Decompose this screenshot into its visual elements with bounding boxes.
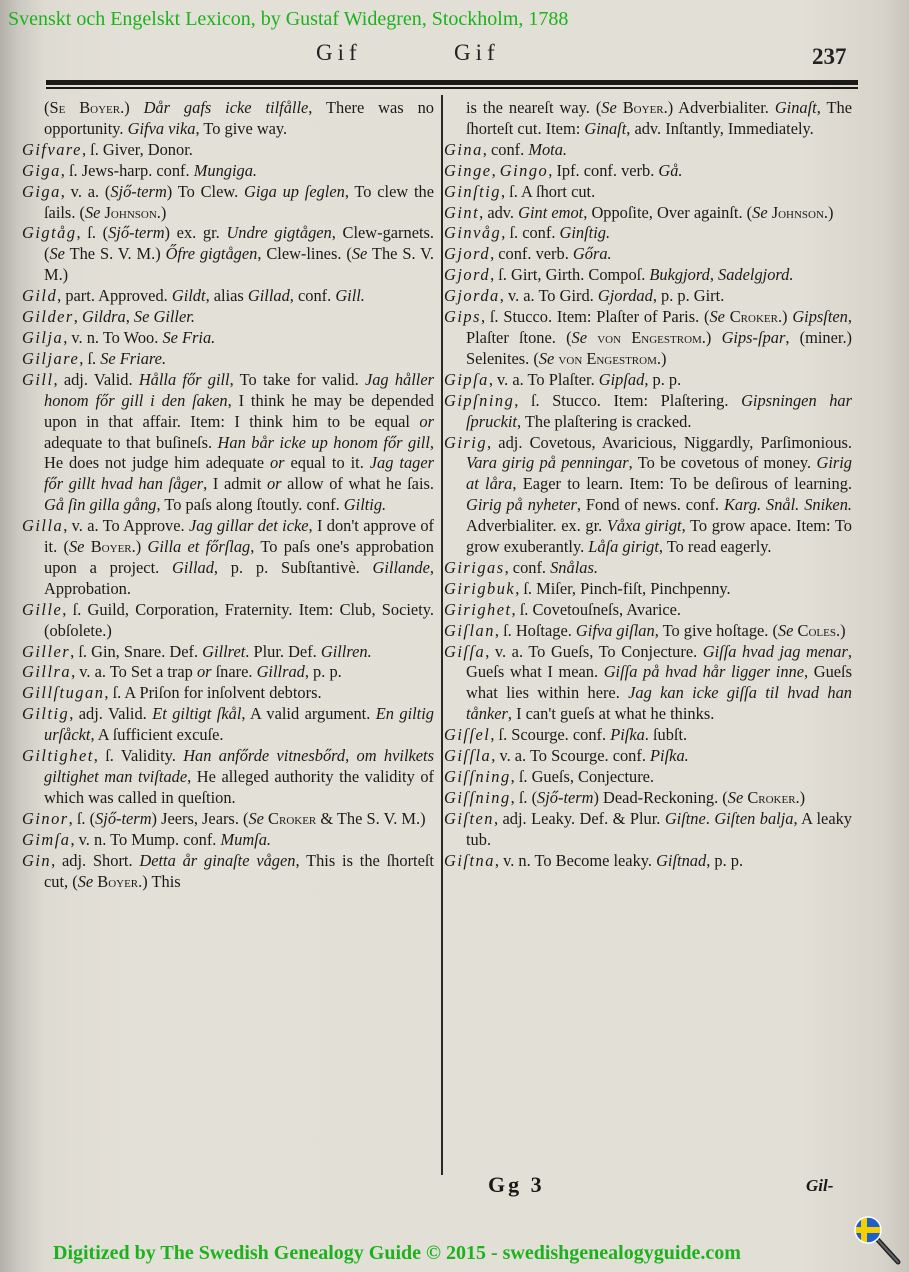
definition-text: , A leaky tub. [466,808,852,849]
dictionary-entry [444,140,852,161]
definition-text: , Clew-garnets. ( [44,223,435,264]
swedish-phrase: Gillande [372,557,430,577]
definition-text: , To give way. [195,118,288,138]
definition-text: , I think he may be depended upon in that affair. Item: I think him to be equal [44,390,434,431]
definition-text: , I don't approve of it. ( [44,516,435,557]
definition-text: , adv. Inſtantly, Immediately. [626,118,814,138]
column-divider [441,95,443,1175]
definition-text: , To read eagerly. [658,537,772,557]
swedish-phrase: Detta år ginaſte vågen [139,850,296,870]
dictionary-entry [444,244,852,265]
headword: Giſlan [444,620,495,640]
definition-text: ſnare. [211,662,257,682]
swedish-phrase: Han anfőrde vitnesbőrd, om hvilkets giltighet man tviſtade [44,746,434,786]
dictionary-entry [22,182,434,224]
dictionary-entry [22,704,434,746]
definition-text: The S. V. M.) [64,244,166,264]
dictionary-entry [444,203,852,224]
swedish-phrase: Et giltigt ſkål [152,704,242,724]
headword: Giſſning [444,767,511,786]
swedish-phrase: Ginaſt [774,98,817,117]
swedish-phrase: or [419,411,434,431]
running-head-right: Gif [454,40,500,65]
swedish-phrase: Se [752,202,768,222]
headword: Gjord [444,244,491,264]
definition-text: , Gueſs what lies within here. [466,662,852,703]
definition-text: , v. a. To Gird. [499,286,598,306]
headword: Gille [22,599,63,619]
swedish-phrase: Se Fria. [162,327,216,347]
swedish-phrase: Gint emot [518,202,584,222]
definition-text: , ſ. ( [510,787,538,807]
headword: Gjord [444,265,491,285]
definition-text: , v. a. To Plaſter. [488,369,599,389]
definition-text [711,328,721,347]
dictionary-entry [22,683,434,704]
definition-text: , ſ. Validity. [93,746,184,766]
swedish-phrase: Jag kan icke giſſa til hvad han tånker [466,683,852,724]
swedish-phrase: Mota. [528,139,568,159]
definition-text: Adverbialiter. ex. gr. [466,516,607,536]
definition-text: , Gueſs what I mean. [466,641,852,682]
definition-text: adequate to that buſineſs. [44,432,218,452]
definition-text: , conf. verb. [490,244,573,264]
swedish-phrase: Vara girig på penningar [466,453,629,473]
dictionary-entry [22,809,434,830]
headword: Gjorda [444,286,500,306]
swedish-phrase: Se Giller. [133,307,195,327]
definition-text: , p. p. [644,369,682,389]
headword: Ginor [22,808,69,828]
dictionary-entry [444,182,852,203]
swedish-phrase: Se [538,348,555,368]
swedish-phrase: Se [77,871,94,891]
headword: Gifvare [22,139,82,159]
definition-text: , He alleged authority the validity of which was called in queſtion. [44,767,434,807]
definition-text: , p. p. [706,850,744,870]
definition-text: , A valid argument. [241,704,376,724]
source-citation: Croker.) [743,787,806,807]
headword: Gill [22,369,54,389]
definition-text: The S. V. M.) [44,244,434,285]
swedish-phrase: Piſka. [650,746,689,766]
definition-text: , [491,160,500,180]
source-citation: Johnson.) [767,202,834,222]
definition-text: , conf. [482,139,529,159]
dictionary-entry [444,370,852,391]
right-column [444,98,852,872]
definition-text: , adj. Valid. [69,704,153,724]
definition-text: , ſ. [79,348,101,368]
swedish-phrase: Gjordad [597,286,653,306]
definition-text: , conf. [504,557,551,577]
definition-text: , Approbation. [44,557,434,598]
definition-text: , ſ. Gueſs, Conjecture. [510,767,655,786]
swedish-phrase: Giſtnad [656,850,707,870]
definition-text: ) To Clew. [166,181,245,201]
swedish-phrase: Våxa girigt [606,516,682,536]
continued-entry [22,98,434,140]
swedish-phrase: Gifva giſlan [575,620,655,640]
definition-text: , adj. Covetous, Avaricious, Niggardly, Parſimonious. [487,432,852,452]
dictionary-entry [22,642,434,663]
definition-text: , The plaſtering is cracked. [516,411,692,431]
definition-text: , p. p. [304,662,342,682]
swedish-phrase: Girig at låra [466,453,853,494]
headword: Giſſel [444,725,491,745]
swedish-phrase: Se [351,244,368,264]
swedish-phrase: Karg. Snål. Sniken. [723,495,852,515]
definition-text: ) ex. gr. [164,223,227,243]
headword: Gilja [22,327,64,347]
definition-text: , Oppoſite, Over againſt. ( [583,202,753,222]
swedish-phrase: Girig på nyheter [466,495,577,515]
definition-text: , v. n. To Mump. conf. [70,829,221,849]
swedish-phrase: Gipsningen har ſpruckit [466,390,852,431]
swedish-phrase: Sjő-term [95,808,152,828]
source-citation: Boyer.) [616,98,674,117]
source-citation: Croker [263,808,317,828]
headword: Ginge [444,160,492,180]
definition-text: , ſ. Girt, Girth. Compoſ. [490,265,650,285]
definition-text: , ſ. Jews-harp. conf. [60,160,194,180]
swedish-phrase: Se [49,244,65,264]
swedish-phrase: Gillad [247,286,290,306]
swedish-phrase: Gipſad [598,369,645,389]
definition-text: , v. a. To Scourge. conf. [491,746,651,766]
definition-text: , ſ. Giver, Donor. [81,139,193,159]
swedish-phrase: Gillad [172,557,214,577]
definition-text: , ſ. A Priſon for inſolvent debtors. [104,683,322,703]
definition-text: , Plaſter ſtone. ( [466,307,852,347]
dictionary-entry [22,140,434,161]
swedish-phrase: Dår gafs icke tilfålle [143,98,309,117]
definition-text: , v. a. ( [60,181,111,201]
swedish-phrase: Giſtne [664,808,706,828]
swedish-phrase: Giga up ſeglen [244,181,345,201]
running-head-left: Gif [316,40,362,65]
source-citation: von Engestrom.) [587,327,712,347]
dictionary-entry [22,223,434,286]
headword: Gimſa [22,829,71,849]
headword: Gipſa [444,369,489,389]
dictionary-entry [444,746,852,767]
definition-text: , v. a. To Approve. [63,516,189,536]
headword: Gild [22,286,58,306]
definition-text: , To paſs along ſtoutly. conf. [156,495,344,515]
headword: Gingo [499,160,549,180]
definition-text: , ſ. Hoſtage. [494,620,576,640]
dictionary-entry [22,830,434,851]
source-citation: (Se Boyer.) [44,98,130,117]
swedish-phrase: Sjő-term [537,787,594,807]
headword: Gina [444,139,483,159]
dictionary-entry [444,433,852,558]
dictionary-entry [22,851,434,893]
swedish-phrase: Se [84,202,101,222]
swedish-phrase: or [266,474,282,494]
page-number: 237 [812,44,847,69]
definition-text: . [705,808,715,828]
definition-text: , ſ. Covetouſneſs, Avarice. [511,599,682,619]
definition-text [130,98,144,117]
headword: Girighet [444,599,512,619]
definition-text: , conf. [289,286,336,306]
swedish-phrase: Gildt [171,286,206,306]
dictionary-entry [444,600,852,621]
swedish-phrase: Jag gillar det icke [188,516,309,536]
swedish-phrase: Gilla et főrſlag [147,537,251,557]
definition-text: , (miner.) Selenites. ( [466,327,852,368]
swedish-phrase: Giſſa på hvad hår ligger inne [603,662,805,682]
dictionary-entry [444,558,852,579]
definition-text: , To take for valid. [229,369,365,389]
headword: Gint [444,202,480,222]
definition-text: , The ſhorteſt cut. Item: [466,98,852,138]
dictionary-entry [444,265,852,286]
definition-text: This [147,871,181,891]
dictionary-entry [444,307,852,370]
swedish-phrase: Piſka [610,725,645,745]
definition-text: , He does not judge him adequate [44,432,434,473]
dictionary-entry [22,328,434,349]
swedish-phrase: Sadelgjord. [718,265,794,285]
headword: Girigbuk [444,578,516,598]
headword: Giljare [22,348,80,368]
swedish-phrase: Gillrad [256,662,305,682]
swedish-phrase: Mumſa. [220,829,272,849]
headword: Gips [444,307,481,327]
swedish-phrase: Jag tager főr gillt hvad han ſåger [44,453,434,494]
dictionary-entry [444,286,852,307]
footer-credit: Digitized by The Swedish Genealogy Guide © 2015 - swedishgenealogyguide.com [53,1242,741,1264]
swedish-phrase: Se [571,327,588,347]
definition-text: Adverbialiter. [673,98,775,117]
source-citation: Croker.) [724,307,788,327]
definition-text: , v. a. To Set a trap [71,662,197,682]
definition-text: , ſ. Miſer, Pinch-fiſt, Pinchpenny. [515,578,731,598]
swedish-phrase: Låſa girigt [588,537,659,557]
dictionary-entry [444,725,852,746]
header-rule [46,80,858,89]
swedish-phrase: Gillret [202,641,246,661]
definition-text: , adj. Short. [51,850,140,870]
swedish-phrase: Gips-ſpar [721,327,786,347]
definition-text: . ſubſt. [644,725,688,745]
dictionary-entry [444,788,852,809]
swedish-phrase: Se Friare. [100,348,167,368]
dictionary-entry [22,370,434,516]
definition-text: , To paſs one's approbation upon a project. [44,537,434,577]
dictionary-entry [22,307,434,328]
swedish-phrase: Őfre gigtågen [165,244,258,264]
headword: Gilla [22,516,64,536]
headword: Giltig [22,704,70,724]
headword: Girigas [444,557,505,577]
definition-text: , v. n. To Woo. [63,327,163,347]
swedish-phrase: Gildra [82,307,126,327]
swedish-phrase: Mungiga. [193,160,258,180]
dictionary-entry [444,642,852,726]
headword: Giſten [444,808,494,828]
swedish-phrase: Se [601,98,617,117]
headword: Gigtåg [22,223,77,243]
definition-text: , adj. Valid. [53,369,139,389]
dictionary-entry [444,621,852,642]
definition-text: , ſ. Stucco. Item: Plaſter of Paris. ( [480,307,710,327]
definition-text: . Plur. Def. [245,641,321,661]
definition-text: ) Dead-Reckoning. ( [593,787,728,807]
definition-text: , To clew the ſails. ( [44,181,435,222]
source-citation: von Engestrom.) [554,348,667,368]
source-citation: Boyer.) [93,871,148,891]
headword: Giltighet [22,746,94,766]
definition-text: , p. p. Subſtantivè. [213,557,373,577]
catchword: Gil- [806,1176,834,1195]
swedish-phrase: Se [777,620,794,640]
definition-text: , Fond of news. conf. [576,495,724,515]
swedish-phrase: Ginaſt [584,118,627,138]
definition-text: , v. a. To Gueſs, To Conjecture. [485,641,703,661]
definition-text: , p. p. Girt. [652,286,725,306]
headword: Giſtna [444,850,495,870]
headword: Gin [22,850,52,870]
dictionary-entry [444,767,852,788]
swedish-flag-magnifier-icon[interactable] [852,1214,902,1266]
swedish-phrase: Ginſtig. [559,223,611,243]
continued-entry [444,98,852,140]
definition-text: , ſ. Guild, Corporation, Fraternity. Item: Club, Society. (obſolete.) [44,599,434,640]
swedish-phrase: Se [727,787,744,807]
headword: Ginſtig [444,181,501,201]
swedish-phrase: Giſten balja [714,808,794,828]
swedish-phrase: En giltig urſåckt [44,704,434,745]
dictionary-entry [22,746,434,809]
definition-text: , v. n. To Become leaky. [494,850,657,870]
definition-text: , [73,307,82,327]
definition-text: , ſ. conf. [501,223,560,243]
definition-text: allow of what he ſais. [281,474,434,494]
swedish-phrase: Gifva vika [127,118,196,138]
swedish-phrase: Jag håller honom főr gill i den ſaken [44,369,435,410]
dictionary-entry [444,161,852,182]
definition-text: , adj. Leaky. Def. & Plur. [493,808,665,828]
swedish-phrase: Undre gigtågen [226,223,332,243]
dictionary-entry [22,600,434,642]
definition-text: , [709,265,719,285]
dictionary-entry [22,349,434,370]
headword: Gillra [22,662,72,682]
dictionary-entry [22,662,434,683]
swedish-phrase: Se [709,307,725,327]
definition-text: , ſ. ( [76,223,109,243]
dictionary-entry [444,391,852,433]
definition-text: ) Jeers, Jears. ( [151,808,249,828]
definition-text: , To grow apace. Item: To grow exuberantly. [466,516,852,557]
dictionary-entry [444,223,852,244]
dictionary-entry [22,516,434,600]
swedish-phrase: Gillren. [320,641,372,661]
swedish-phrase: Snålas. [550,557,598,577]
definition-text: , ſ. Scourge. conf. [490,725,611,745]
headword: Gillſtugan [22,683,105,703]
dictionary-entry [22,286,434,307]
headword: Giſſla [444,746,492,766]
definition-text: , A ſufficient excuſe. [90,725,224,745]
headword: Giſſa [444,641,486,661]
definition-text: , Ipf. conf. verb. [548,160,659,180]
definition-text: , To be covetous of money. [628,453,817,473]
definition-text: , There was no opportunity. [44,98,434,138]
definition-text: & The S. V. M.) [316,808,426,828]
swedish-phrase: Gå ſin gilla gång [44,495,157,515]
swedish-phrase: Giltig. [343,495,387,515]
signature-mark: Gg 3 [488,1172,545,1197]
definition-text: , ſ. Gin, Snare. Def. [70,641,203,661]
headword: Giller [22,641,71,661]
swedish-phrase: Gipsſten [792,307,848,327]
swedish-phrase: Gå. [658,160,683,180]
dictionary-entry [444,579,852,600]
headword: Giga [22,181,61,201]
swedish-phrase: Sjő-term [110,181,167,201]
headword: Girig [444,432,488,452]
swedish-phrase: Giſſa hvad jag menar [702,641,848,661]
definition-text: equal to it. [284,453,370,473]
swedish-phrase: Hålla főr gill [138,369,230,389]
source-citation: Johnson.) [100,202,167,222]
dictionary-entry [22,161,434,182]
headword: Ginvåg [444,223,502,243]
swedish-phrase: Se [248,808,264,828]
swedish-phrase: Sjő-term [108,223,165,243]
swedish-phrase: Gőra. [572,244,612,264]
source-citation: Boyer.) [84,537,142,557]
headword: Gilder [22,307,74,327]
definition-text: is the neareſt way. ( [466,98,602,117]
definition-text: , ſ. A ſhort cut. [500,181,596,201]
dictionary-entry [444,809,852,851]
swedish-phrase: or [269,453,285,473]
definition-text: , To give hoſtage. ( [654,620,778,640]
definition-text: , ſ. ( [68,808,96,828]
swedish-phrase: Gill. [335,286,365,306]
definition-text: , alias [205,286,248,306]
source-citation: Coles.) [793,620,846,640]
swedish-phrase: Han bår icke up honom főr gill [217,432,430,452]
definition-text: , I can't gueſs at what he thinks. [507,704,715,724]
swedish-phrase: Bukgjord [649,265,710,285]
swedish-phrase: Se [68,537,85,557]
headword: Gipſning [444,390,515,410]
definition-text: , ſ. Stucco. Item: Plaſtering. [514,390,742,410]
definition-text: , part. Approved. [57,286,172,306]
definition-text: , This is the ſhorteſt cut, ( [44,850,434,891]
headword: Giſſning [444,787,511,807]
definition-text: , adv. [479,202,519,222]
definition-text: , Clew-lines. ( [257,244,352,264]
swedish-phrase: or [196,662,212,682]
headword: Giga [22,160,61,180]
definition-text: , [125,307,134,327]
banner-title: Svenskt och Engelskt Lexicon, by Gustaf Widegren, Stockholm, 1788 [8,8,569,30]
definition-text: , I admit [203,474,267,494]
definition-text: , Eager to learn. Item: To be deſirous of learning. [512,474,852,494]
left-column [22,98,434,892]
dictionary-entry [444,851,852,872]
